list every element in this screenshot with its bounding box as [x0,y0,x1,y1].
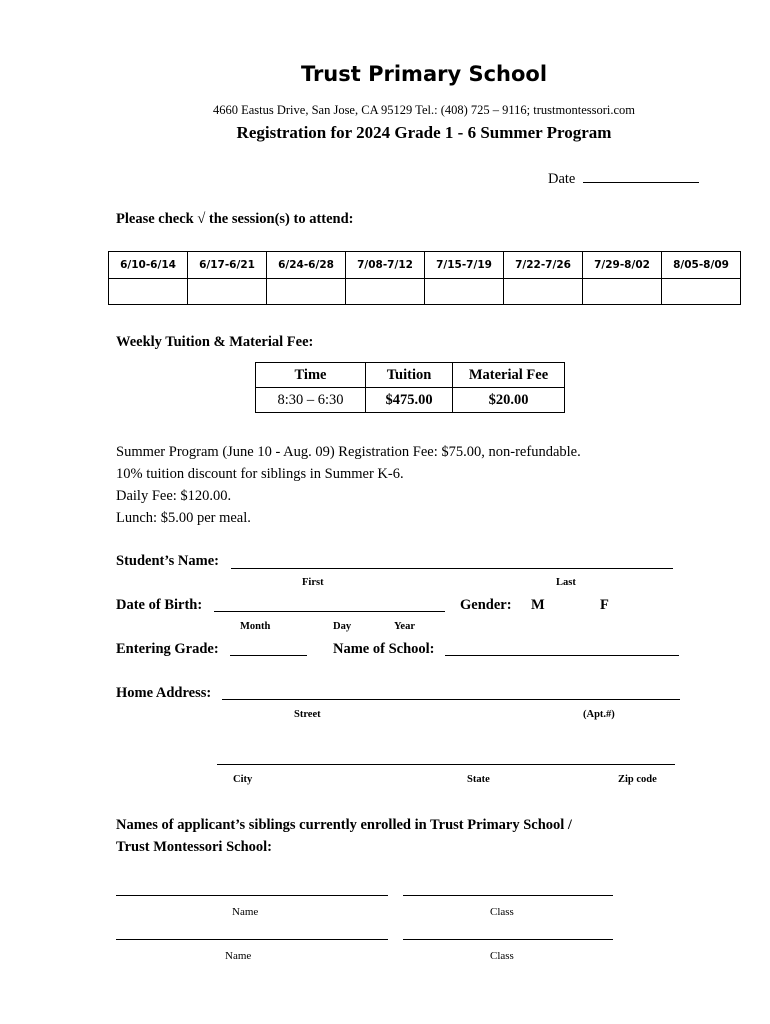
session-check-cell[interactable] [188,279,267,305]
date-field [548,168,699,188]
note-sibling-discount: 10% tuition discount for siblings in Summer K-6. [116,466,404,482]
date-label: Date [548,171,576,187]
day-caption: Day [333,621,352,632]
sibling-class-caption: Class [490,950,514,962]
gender-option-m[interactable]: M [531,597,545,613]
city-state-zip-line[interactable] [217,764,675,765]
state-caption: State [467,774,490,785]
session-check-cell[interactable] [583,279,662,305]
sibling-name-line[interactable] [116,939,388,940]
dob-label: Date of Birth: [116,597,203,613]
sibling-class-caption: Class [490,906,514,918]
fee-column-header: Time [256,363,366,388]
student-name-label: Student’s Name: [116,553,219,569]
fee-time: 8:30 – 6:30 [256,388,366,413]
session-week: 8/05-8/09 [662,252,741,279]
first-name-caption: First [302,577,324,588]
school-address: 4660 Eastus Drive, San Jose, CA 95129 Tel.: (408) 725 – 9116; trustmontessori.com [212,103,635,117]
session-check-cell[interactable] [267,279,346,305]
entering-grade-line[interactable] [230,655,307,656]
session-prompt: Please check √ the session(s) to attend: [116,211,354,227]
note-daily-fee: Daily Fee: $120.00. [116,488,232,504]
fee-material: $20.00 [453,388,565,413]
session-week: 7/29-8/02 [583,252,662,279]
fee-column-header: Tuition [366,363,453,388]
year-caption: Year [394,621,415,632]
gender-label: Gender: [460,597,512,613]
session-week: 6/24-6/28 [267,252,346,279]
session-week: 7/22-7/26 [504,252,583,279]
note-lunch: Lunch: $5.00 per meal. [116,510,251,526]
sibling-name-caption: Name [232,906,259,918]
sibling-class-line[interactable] [403,939,613,940]
fee-table [255,362,565,413]
street-caption: Street [294,709,321,720]
session-check-cell[interactable] [662,279,741,305]
school-name-line[interactable] [445,655,679,656]
session-week: 7/08-7/12 [346,252,425,279]
session-check-cell[interactable] [504,279,583,305]
session-week: 6/10-6/14 [109,252,188,279]
fee-header-row [256,363,565,388]
fee-heading: Weekly Tuition & Material Fee: [116,334,314,350]
dob-line[interactable] [214,611,445,612]
session-check-row [109,279,741,305]
fee-value-row [256,388,565,413]
siblings-prompt-line2: Trust Montessori School: [116,839,273,855]
apt-caption: (Apt.#) [583,709,615,720]
session-week: 7/15-7/19 [425,252,504,279]
entering-grade-label: Entering Grade: [116,641,219,657]
student-name-line[interactable] [231,568,673,569]
fee-column-header: Material Fee [453,363,565,388]
session-check-cell[interactable] [109,279,188,305]
zip-caption: Zip code [618,774,657,785]
city-caption: City [233,774,253,785]
note-registration-fee: Summer Program (June 10 - Aug. 09) Registration Fee: $75.00, non-refundable. [116,444,581,460]
sibling-class-line[interactable] [403,895,613,896]
session-header-row [109,252,741,279]
session-table [108,251,741,305]
sibling-name-line[interactable] [116,895,388,896]
session-week: 6/17-6/21 [188,252,267,279]
home-address-line[interactable] [222,699,680,700]
school-name-label: Name of School: [333,641,435,657]
siblings-prompt-line1: Names of applicant’s siblings currently enrolled in Trust Primary School / [116,817,572,833]
month-caption: Month [240,621,271,632]
session-check-cell[interactable] [425,279,504,305]
school-name: Trust Primary School [300,62,548,86]
date-input-line[interactable] [583,168,699,183]
gender-option-f[interactable]: F [600,597,609,613]
program-title: Registration for 2024 Grade 1 - 6 Summer Program [236,123,612,142]
fee-tuition: $475.00 [366,388,453,413]
sibling-name-caption: Name [225,950,252,962]
last-name-caption: Last [556,577,576,588]
session-check-cell[interactable] [346,279,425,305]
home-address-label: Home Address: [116,685,212,701]
